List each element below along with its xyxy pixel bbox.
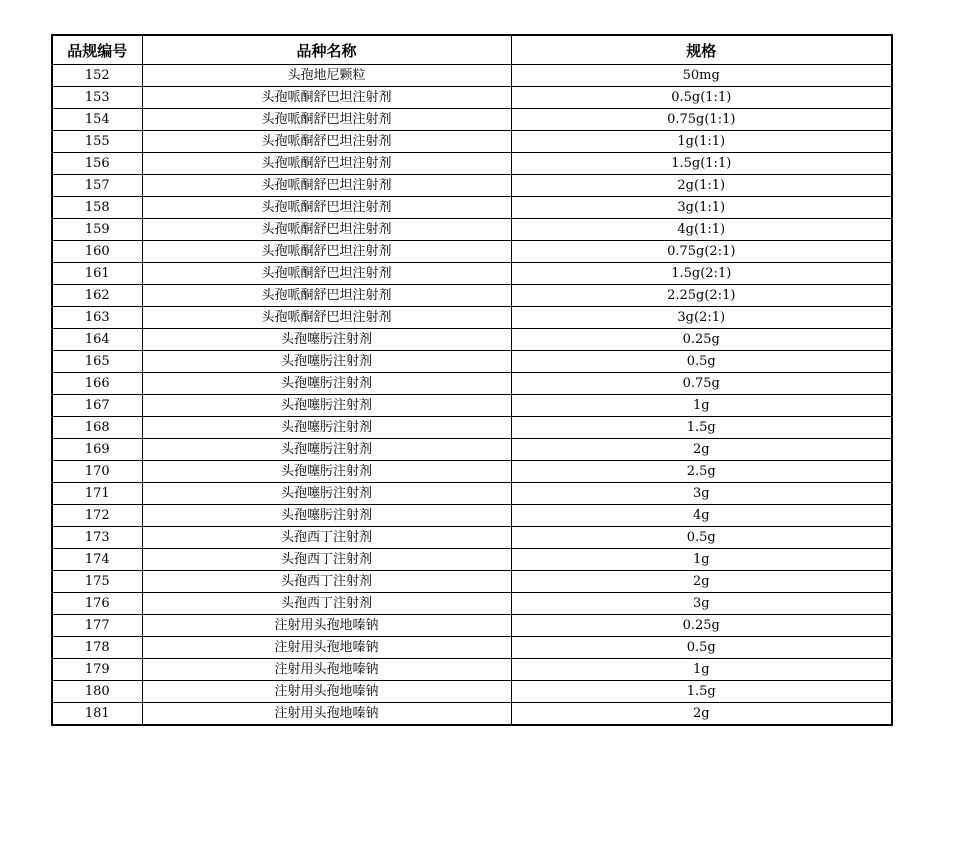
cell-name: 注射用头孢地嗪钠: [142, 637, 511, 659]
table-row: [52, 483, 892, 505]
cell-name: 头孢噻肟注射剂: [142, 461, 511, 483]
cell-spec: 1.5g(2:1): [511, 263, 892, 285]
cell-name: 头孢哌酮舒巴坦注射剂: [142, 87, 511, 109]
cell-spec: 2.5g: [511, 461, 892, 483]
table-row: [52, 351, 892, 373]
cell-name: 头孢哌酮舒巴坦注射剂: [142, 307, 511, 329]
table-row: [52, 461, 892, 483]
table-row: [52, 571, 892, 593]
cell-code: 154: [52, 109, 142, 131]
cell-name: 注射用头孢地嗪钠: [142, 615, 511, 637]
cell-code: 161: [52, 263, 142, 285]
cell-spec: 1g(1:1): [511, 131, 892, 153]
cell-spec: 1g: [511, 659, 892, 681]
cell-code: 164: [52, 329, 142, 351]
cell-name: 头孢噻肟注射剂: [142, 329, 511, 351]
cell-name: 头孢噻肟注射剂: [142, 505, 511, 527]
cell-spec: 2g: [511, 703, 892, 726]
spec-table: [51, 34, 893, 726]
table-row: [52, 417, 892, 439]
table-row: [52, 615, 892, 637]
table-row: [52, 549, 892, 571]
cell-spec: 2g: [511, 571, 892, 593]
table-row: [52, 329, 892, 351]
cell-spec: 0.25g: [511, 615, 892, 637]
table-row: [52, 131, 892, 153]
cell-code: 162: [52, 285, 142, 307]
cell-code: 175: [52, 571, 142, 593]
header-row: [52, 35, 892, 65]
cell-spec: 0.5g: [511, 351, 892, 373]
cell-spec: 3g(1:1): [511, 197, 892, 219]
cell-name: 头孢哌酮舒巴坦注射剂: [142, 219, 511, 241]
cell-name: 头孢哌酮舒巴坦注射剂: [142, 285, 511, 307]
cell-code: 174: [52, 549, 142, 571]
cell-name: 头孢噻肟注射剂: [142, 439, 511, 461]
cell-code: 176: [52, 593, 142, 615]
table-body: [52, 65, 892, 726]
cell-name: 头孢噻肟注射剂: [142, 373, 511, 395]
cell-name: 头孢哌酮舒巴坦注射剂: [142, 153, 511, 175]
cell-name: 头孢噻肟注射剂: [142, 483, 511, 505]
cell-code: 158: [52, 197, 142, 219]
cell-name: 头孢西丁注射剂: [142, 527, 511, 549]
cell-code: 155: [52, 131, 142, 153]
table-row: [52, 505, 892, 527]
table-row: [52, 87, 892, 109]
cell-spec: 3g: [511, 483, 892, 505]
cell-spec: 50mg: [511, 65, 892, 87]
cell-code: 167: [52, 395, 142, 417]
cell-code: 168: [52, 417, 142, 439]
cell-code: 157: [52, 175, 142, 197]
table-row: [52, 593, 892, 615]
cell-spec: 1g: [511, 395, 892, 417]
table-row: [52, 241, 892, 263]
cell-code: 165: [52, 351, 142, 373]
cell-code: 169: [52, 439, 142, 461]
cell-code: 178: [52, 637, 142, 659]
table-row: [52, 637, 892, 659]
cell-spec: 4g: [511, 505, 892, 527]
cell-name: 注射用头孢地嗪钠: [142, 703, 511, 726]
table-row: [52, 219, 892, 241]
table-row: [52, 373, 892, 395]
column-header-spec: 规格: [511, 35, 892, 65]
table-row: [52, 197, 892, 219]
cell-name: 头孢哌酮舒巴坦注射剂: [142, 175, 511, 197]
cell-spec: 1.5g: [511, 681, 892, 703]
cell-code: 173: [52, 527, 142, 549]
cell-spec: 2.25g(2:1): [511, 285, 892, 307]
table-row: [52, 109, 892, 131]
cell-spec: 0.75g: [511, 373, 892, 395]
cell-code: 181: [52, 703, 142, 726]
table-row: [52, 703, 892, 726]
column-header-code: 品规编号: [52, 35, 142, 65]
cell-name: 头孢噻肟注射剂: [142, 395, 511, 417]
cell-code: 159: [52, 219, 142, 241]
cell-spec: 1.5g(1:1): [511, 153, 892, 175]
cell-name: 头孢地尼颗粒: [142, 65, 511, 87]
cell-code: 153: [52, 87, 142, 109]
cell-spec: 1g: [511, 549, 892, 571]
cell-name: 头孢哌酮舒巴坦注射剂: [142, 263, 511, 285]
table-row: [52, 439, 892, 461]
table-row: [52, 395, 892, 417]
table-row: [52, 65, 892, 87]
table-row: [52, 263, 892, 285]
cell-spec: 3g(2:1): [511, 307, 892, 329]
table-row: [52, 175, 892, 197]
cell-name: 头孢哌酮舒巴坦注射剂: [142, 197, 511, 219]
cell-spec: 0.5g: [511, 637, 892, 659]
cell-code: 166: [52, 373, 142, 395]
cell-name: 注射用头孢地嗪钠: [142, 659, 511, 681]
cell-spec: 0.75g(2:1): [511, 241, 892, 263]
cell-name: 头孢噻肟注射剂: [142, 351, 511, 373]
cell-name: 头孢西丁注射剂: [142, 549, 511, 571]
cell-code: 160: [52, 241, 142, 263]
cell-spec: 0.25g: [511, 329, 892, 351]
table-row: [52, 681, 892, 703]
cell-name: 注射用头孢地嗪钠: [142, 681, 511, 703]
cell-code: 171: [52, 483, 142, 505]
table-row: [52, 153, 892, 175]
cell-code: 152: [52, 65, 142, 87]
cell-spec: 1.5g: [511, 417, 892, 439]
cell-spec: 3g: [511, 593, 892, 615]
cell-code: 156: [52, 153, 142, 175]
cell-code: 177: [52, 615, 142, 637]
table-row: [52, 659, 892, 681]
cell-name: 头孢哌酮舒巴坦注射剂: [142, 109, 511, 131]
cell-name: 头孢西丁注射剂: [142, 571, 511, 593]
cell-spec: 2g(1:1): [511, 175, 892, 197]
table-row: [52, 527, 892, 549]
cell-spec: 0.75g(1:1): [511, 109, 892, 131]
table-row: [52, 285, 892, 307]
cell-spec: 4g(1:1): [511, 219, 892, 241]
column-header-name: 品种名称: [142, 35, 511, 65]
cell-spec: 2g: [511, 439, 892, 461]
cell-spec: 0.5g: [511, 527, 892, 549]
table-row: [52, 307, 892, 329]
cell-name: 头孢西丁注射剂: [142, 593, 511, 615]
cell-code: 170: [52, 461, 142, 483]
cell-spec: 0.5g(1:1): [511, 87, 892, 109]
cell-name: 头孢哌酮舒巴坦注射剂: [142, 241, 511, 263]
cell-code: 172: [52, 505, 142, 527]
cell-code: 163: [52, 307, 142, 329]
cell-code: 179: [52, 659, 142, 681]
cell-code: 180: [52, 681, 142, 703]
cell-name: 头孢噻肟注射剂: [142, 417, 511, 439]
cell-name: 头孢哌酮舒巴坦注射剂: [142, 131, 511, 153]
table-header: [52, 35, 892, 65]
